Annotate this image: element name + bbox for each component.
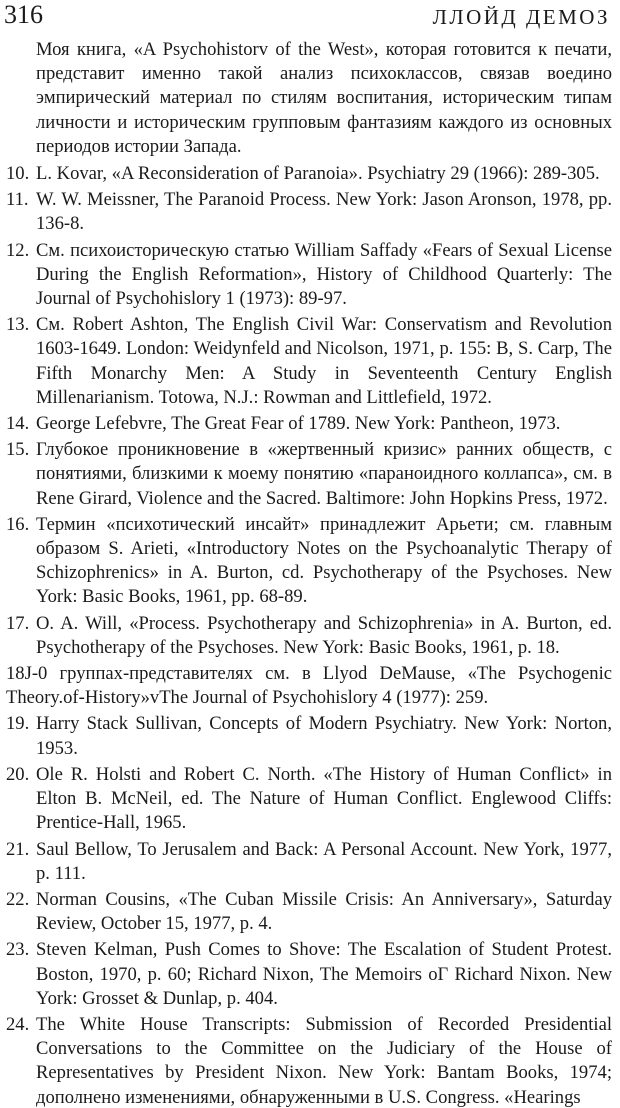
- note-10: [6, 162, 612, 186]
- note-15: [6, 438, 612, 511]
- note-text: The White House Transcripts: Submission of Recorded Presidential Conversations to the Committee on the Judiciary of the House of Representatives by President Nixon. New York: Bantam Books, 1974; дополнено изменениями, обнаруженными в U.S. Congress. «Hearings: [36, 1013, 612, 1108]
- note-17: [6, 612, 612, 660]
- note-text: Saul Bellow, To Jerusalem and Back: A Personal Account. New York, 1977, p. 111.: [36, 838, 612, 884]
- note-text: См. психоисторическую статью William Saffady «Fears of Sexual License During the English Reformation», History of Childhood Quarterly: The Journal of Psychohislory 1 (1973): 89-97.: [36, 239, 612, 310]
- note-number: 20.: [6, 763, 30, 785]
- notes-text: [6, 38, 612, 1108]
- note-number: 17.: [6, 612, 30, 634]
- page-header: [4, 0, 616, 34]
- note-number: 24.: [6, 1013, 30, 1035]
- note-text: группах-представителях см. в Llyod DeMause, «The Psychogenic Theory.of-History»vThe Journal of Psychohislory 4 (1977): 259.: [6, 663, 612, 709]
- note-text: George Lefebvre, The Great Fear of 1789. New York: Pantheon, 1973.: [36, 413, 561, 435]
- note-23: [6, 938, 612, 1011]
- note-text: Ole R. Holsti and Robert C. North. «The History of Human Conflict» in Elton B. McNeil, ed. The Nature of Human Conflict. Englewood Cliffs: Prentice-Hall, 1965.: [36, 763, 612, 834]
- note-text: W. W. Meissner, The Paranoid Process. New York: Jason Aronson, 1978, pp. 136-8.: [36, 189, 612, 235]
- note-text: Steven Kelman, Push Comes to Shove: The Escalation of Student Protest. Boston, 1970, p. 60; Richard Nixon, The Memoirs oГ Richard Nixon. New York: Grosset & Dunlap, p. 404.: [36, 939, 612, 1009]
- note-number: 21.: [6, 838, 30, 860]
- note-number: 11.: [6, 189, 29, 211]
- running-head: ЛЛОЙД ДЕМОЗ: [432, 5, 610, 29]
- note-13: [6, 313, 612, 410]
- note-text: Norman Cousins, «The Cuban Missile Crisis: An Anniversary», Saturday Review, October 15, 1977, p. 4.: [36, 888, 612, 935]
- note-21: [6, 838, 612, 886]
- note-12: [6, 239, 612, 312]
- note-number: 10.: [6, 163, 30, 185]
- note-16: [6, 513, 612, 610]
- note-14: [6, 412, 612, 436]
- note-18: [6, 662, 612, 710]
- note-11: [6, 188, 612, 236]
- note-text: O. A. Will, «Process. Psychotherapy and Schizophrenia» in A. Burton, ed. Psychotherapy of the Psychoses. New York: Basic Books, 1961, p. 18.: [36, 612, 612, 658]
- page-number: 316: [4, 0, 43, 29]
- note-number: 15.: [6, 439, 30, 461]
- note-text: Harry Stack Sullivan, Concepts of Modern Psychiatry. New York: Norton, 1953.: [36, 713, 612, 759]
- note-22: [6, 888, 612, 936]
- note-number: 12.: [6, 239, 30, 261]
- note-number: 18J-0: [6, 663, 48, 685]
- note-19: [6, 712, 612, 760]
- note-text: См. Robert Ashton, The English Civil War: Conservatism and Revolution 1603-1649. London: Weidynfeld and Nicolson, 1971, p. 155: B, S. Carp, The Fifth Monarchy Men: A Study in Seventeenth Century English Millenarianism. Totowa, N.J.: Rowman and Littlefield, 1972.: [36, 314, 612, 408]
- note-text: L. Kovar, «A Reconsideration of Paranoia». Psychiatry 29 (1966): 289-305.: [36, 163, 600, 185]
- note-number: 13.: [6, 314, 30, 336]
- note-text: Термин «психотический инсайт» принадлежит Арьети; см. главным образом S. Arieti, «Introductory Notes on the Psychoanalytic Therapy of Schizophrenics» in A. Burton, cd. Psychotherapy of the Psychoses. New York: Basic Books, 1961, pp. 68-89.: [36, 513, 612, 608]
- note-number: 14.: [6, 413, 30, 435]
- intro-paragraph: Моя книга, «A Psychohistorv of the West», которая готовится к печати, представит именно такой анализ психоклассов, связав воедино эмпирический материал по стилям воспитания, историческим типам личности и историческим групповым фантазиям каждого из основных периодов истории Запада.: [36, 39, 612, 157]
- note-number: 23.: [6, 939, 30, 961]
- note-number: 22.: [6, 888, 30, 910]
- note-20: [6, 763, 612, 836]
- note-24: [6, 1013, 612, 1108]
- note-number: 19.: [6, 713, 30, 735]
- note-text: Глубокое проникновение в «жертвенный кризис» ранних обществ, с понятиями, близкими к моему понятию «параноидного коллапса», см. в Rene Girard, Violence and the Sacred. Baltimore: John Hopkins Press, 1972.: [36, 439, 612, 509]
- note-number: 16.: [6, 513, 30, 535]
